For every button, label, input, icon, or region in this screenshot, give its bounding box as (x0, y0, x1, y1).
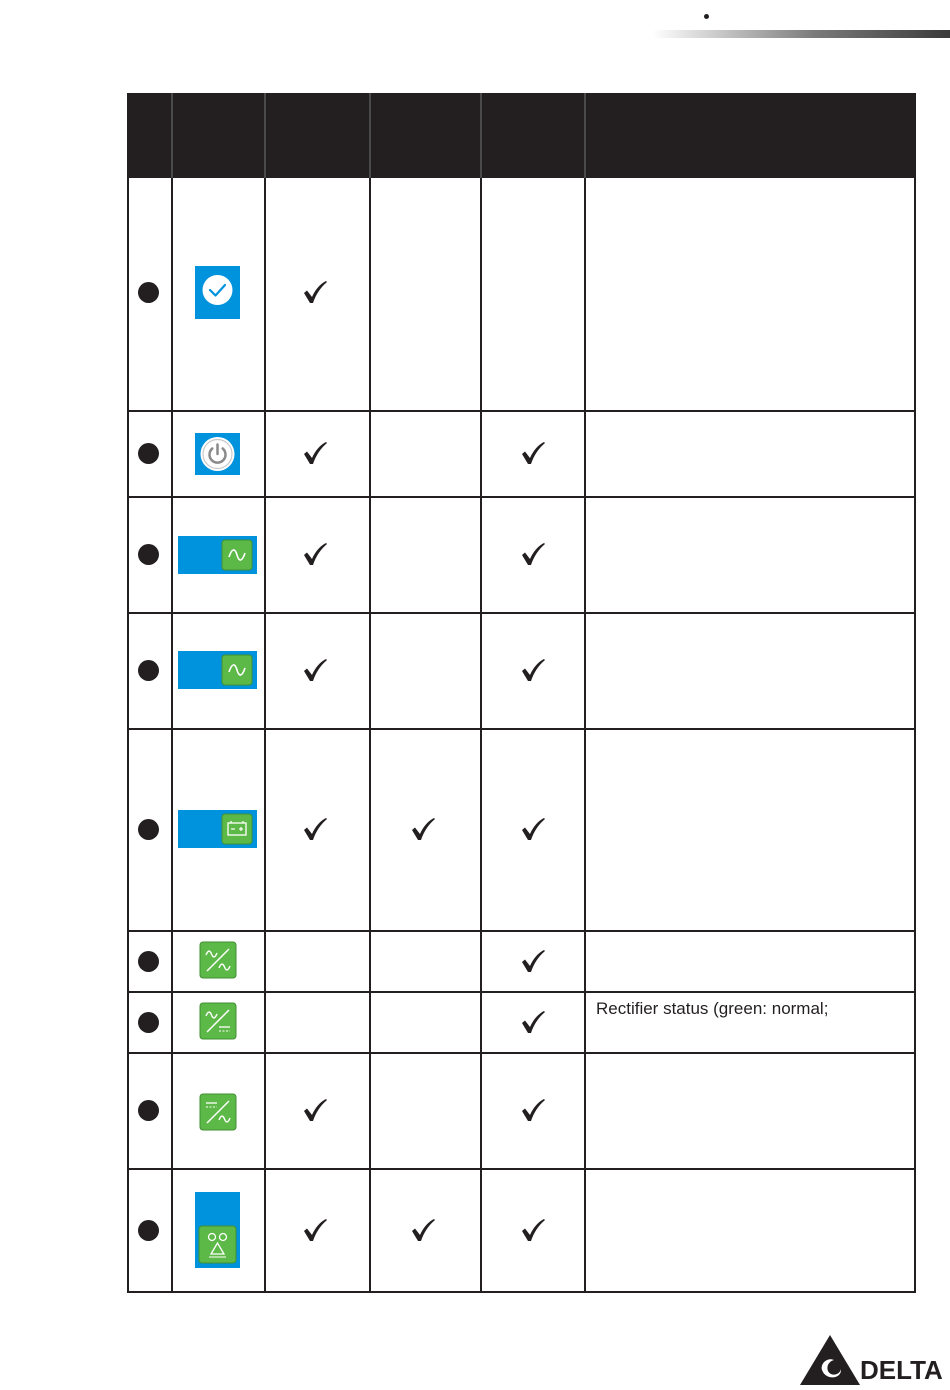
header-gradient-bar (652, 30, 950, 38)
row-bullet (138, 1100, 159, 1121)
row-bullet (138, 819, 159, 840)
checkmark-icon (520, 1218, 546, 1242)
power-icon (195, 433, 240, 475)
row-bullet (138, 1220, 159, 1241)
delta-logo (800, 1335, 950, 1385)
logo-wordmark: DELTA (860, 1355, 943, 1385)
row-bullet (138, 282, 159, 303)
checkmark-icon (520, 542, 546, 566)
checkmark-icon (302, 441, 328, 465)
load-icon (195, 1192, 240, 1268)
battery-icon (178, 810, 257, 848)
checkmark-icon (410, 817, 436, 841)
checkmark-icon (520, 1010, 546, 1034)
rectifier-icon (199, 1002, 237, 1040)
check-circle-icon (195, 266, 240, 319)
status-table (127, 93, 916, 1293)
rectifier-description: Rectifier status (green: normal; (596, 999, 829, 1018)
row-bullet (138, 544, 159, 565)
checkmark-icon (520, 441, 546, 465)
bypass-input-icon (178, 651, 257, 689)
checkmark-icon (520, 1098, 546, 1122)
checkmark-icon (520, 658, 546, 682)
row-bullet (138, 660, 159, 681)
row-bullet (138, 1012, 159, 1033)
checkmark-icon (520, 817, 546, 841)
row-bullet (138, 443, 159, 464)
checkmark-icon (302, 542, 328, 566)
checkmark-icon (302, 817, 328, 841)
checkmark-icon (302, 1218, 328, 1242)
header-dot (704, 14, 709, 19)
checkmark-icon (302, 1098, 328, 1122)
checkmark-icon (520, 949, 546, 973)
inverter-icon (199, 1093, 237, 1131)
ac-input-icon (178, 536, 257, 574)
checkmark-icon (410, 1218, 436, 1242)
checkmark-icon (302, 658, 328, 682)
ac-to-ac-icon (199, 941, 237, 979)
checkmark-icon (302, 280, 328, 304)
table-header (127, 93, 916, 178)
row-bullet (138, 951, 159, 972)
